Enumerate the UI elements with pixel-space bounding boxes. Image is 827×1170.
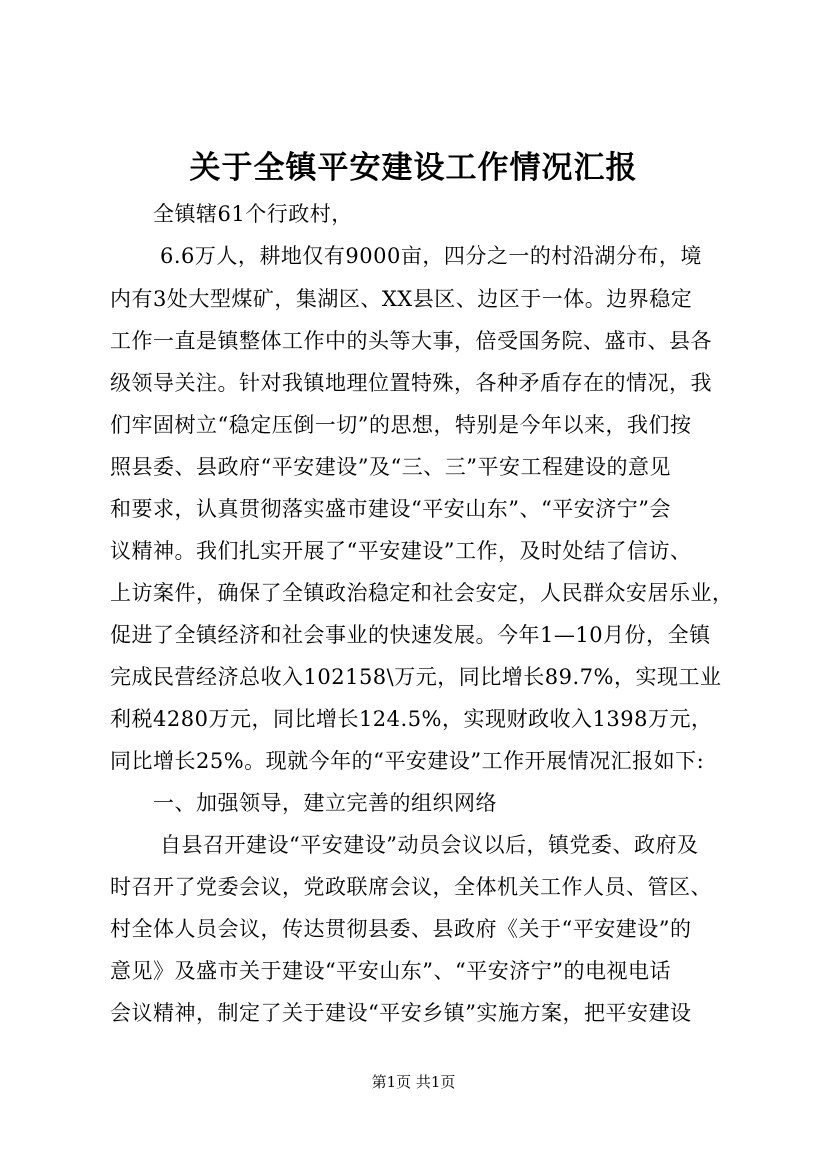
paragraph-line: 议精神。我们扎实开展了“平安建设”工作，及时处结了信访、 xyxy=(110,539,692,563)
paragraph-line: 级领导关注。针对我镇地理位置特殊，各种矛盾存在的情况，我 xyxy=(110,371,712,395)
paragraph-line: 同比增长25%。现就今年的“平安建设”工作开展情况汇报如下: xyxy=(110,749,705,773)
paragraph-line: 时召开了党委会议，党政联席会议，全体机关工作人员、管区、 xyxy=(110,875,712,899)
paragraph-line: 6.6万人，耕地仅有9000亩，四分之一的村沿湖分布，境 xyxy=(160,244,702,268)
paragraph-line: 内有3处大型煤矿，集湖区、XX县区、边区于一体。边界稳定 xyxy=(110,287,693,311)
paragraph-line: 意见》及盛市关于建设“平安山东”、“平安济宁”的电视电话 xyxy=(110,959,671,983)
paragraph-line: 和要求，认真贯彻落实盛市建设“平安山东”、“平安济宁”会 xyxy=(110,497,671,521)
paragraph-line: 促进了全镇经济和社会事业的快速发展。今年1—10月份，全镇 xyxy=(110,623,711,647)
paragraph-line: 全镇辖61个行政村， xyxy=(153,202,353,226)
section-heading: 一、加强领导，建立完善的组织网络 xyxy=(153,791,497,815)
paragraph-line: 上访案件，确保了全镇政治稳定和社会安定，人民群众安居乐业， xyxy=(110,581,734,605)
document-title: 关于全镇平安建设工作情况汇报 xyxy=(189,150,638,186)
page-footer: 第1页 共1页 xyxy=(371,1073,456,1091)
paragraph-line: 照县委、县政府“平安建设”及“三、三”平安工程建设的意见 xyxy=(110,455,671,479)
paragraph-line: 工作一直是镇整体工作中的头等大事，倍受国务院、盛市、县各 xyxy=(110,329,712,353)
paragraph-line: 村全体人员会议，传达贯彻县委、县政府《关于“平安建设”的 xyxy=(110,917,692,941)
paragraph-line: 利税4280万元，同比增长124.5%，实现财政收入1398万元， xyxy=(110,707,713,731)
paragraph-line: 会议精神，制定了关于建设“平安乡镇”实施方案，把平安建设 xyxy=(110,1001,692,1025)
paragraph-line: 完成民营经济总收入102158\万元，同比增长89.7%，实现工业 xyxy=(110,665,722,689)
paragraph-line: 们牢固树立“稳定压倒一切”的思想，特别是今年以来，我们按 xyxy=(110,413,692,437)
paragraph-line: 自县召开建设“平安建设”动员会议以后，镇党委、政府及 xyxy=(160,833,699,857)
